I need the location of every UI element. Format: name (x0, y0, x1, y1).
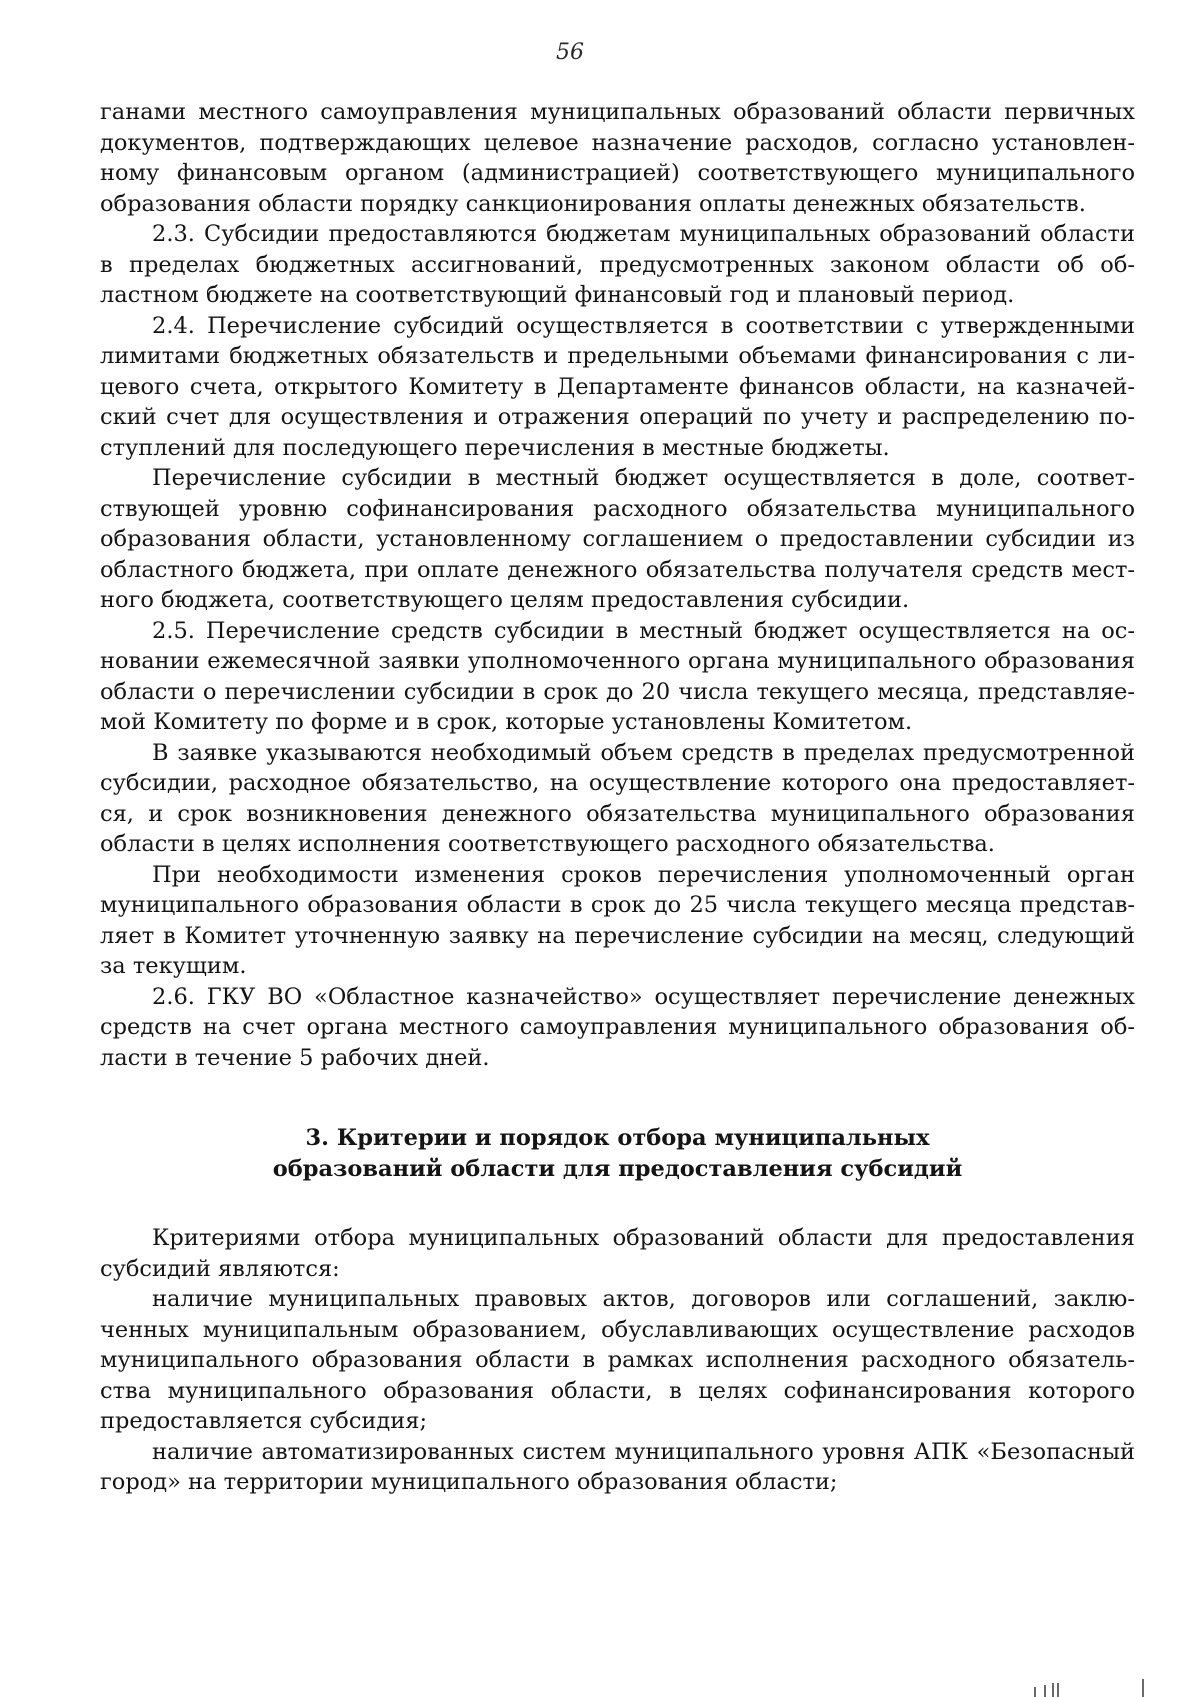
section-3-heading-line-1: 3. Критерии и порядок отбора муниципальных (305, 1125, 930, 1151)
section-3-heading (100, 1123, 1135, 1185)
section-3-heading-line-2: образований области для предоставления субсидий (272, 1156, 963, 1182)
page-number: 56 (556, 40, 584, 65)
paragraph-2-3: 2.3. Субсидии предоставляются бюджетам муниципальных образований области в пределах бюджетных ассигнований, предусмотренных законом области об областном бюджете на соответствующий финансовый год и плановый период. (100, 221, 1135, 308)
paragraph-2-4-transfer-share: Перечисление субсидии в местный бюджет осуществляется в доле, соответствующей уровню софинансирования расходного обязательства муниципального образования области, установленному соглашением о предоставлении субсидии из областного бюджета, при оплате денежного обязательства получателя средств местного бюджета, соответствующего целям предоставления субсидии. (100, 465, 1135, 613)
paragraph-2-6: 2.6. ГКУ ВО «Областное казначейство» осуществляет перечисление денежных средств на счет органа местного самоуправления муниципального образования области в течение 5 рабочих дней. (100, 983, 1135, 1071)
document-body (100, 97, 1135, 1498)
paragraph-2-4: 2.4. Перечисление субсидий осуществляется в соответствии с утвержденными лимитами бюджетных обязательств и предельными объемами финансирования с лицевого счета, открытого Комитету в Департаменте финансов области, на казначейский счет для осуществления и отражения операций по учету и распределению поступлений для последующего перечисления в местные бюджеты. (100, 312, 1135, 461)
scan-edge-marks (1030, 1679, 1170, 1697)
paragraph-2-5-change-terms: При необходимости изменения сроков перечисления уполномоченный орган муниципального образования области в срок до 25 числа текущего месяца представляет в Комитет уточненную заявку на перечисление субсидии на месяц, следующий за текущим. (100, 861, 1135, 979)
paragraph-3-criterion-2: наличие автоматизированных систем муниципального уровня АПК «Безопасный город» на территории муниципального образования области; (100, 1438, 1135, 1495)
paragraph-3-intro: Критериями отбора муниципальных образований области для предоставления субсидий являются: (100, 1225, 1135, 1282)
paragraph-2-5: 2.5. Перечисление средств субсидии в местный бюджет осуществляется на основании ежемесячной заявки уполномоченного органа муниципального образования области о перечислении субсидии в срок до 20 числа текущего месяца, представляемой Комитету по форме и в срок, которые установлены Комитетом. (100, 617, 1135, 735)
paragraph-2-5-application: В заявке указываются необходимый объем средств в пределах предусмотренной субсидии, расходное обязательство, на осуществление которого она предоставляется, и срок возникновения денежного обязательства муниципального образования области в целях исполнения соответствующего расходного обязательства. (100, 739, 1135, 857)
paragraph-continuation: ганами местного самоуправления муниципальных образований области первичных документов, подтверждающих целевое назначение расходов, согласно установленному финансовым органом (администрацией) соответствующего муниципального образования области порядку санкционирования оплаты денежных обязательств. (100, 99, 1135, 217)
paragraph-3-criterion-1: наличие муниципальных правовых актов, договоров или соглашений, заключенных муниципальным образованием, обуславливающих осуществление расходов муниципального образования области в рамках исполнения расходного обязательства муниципального образования области, в целях софинансирования которого предоставляется субсидия; (100, 1286, 1135, 1434)
